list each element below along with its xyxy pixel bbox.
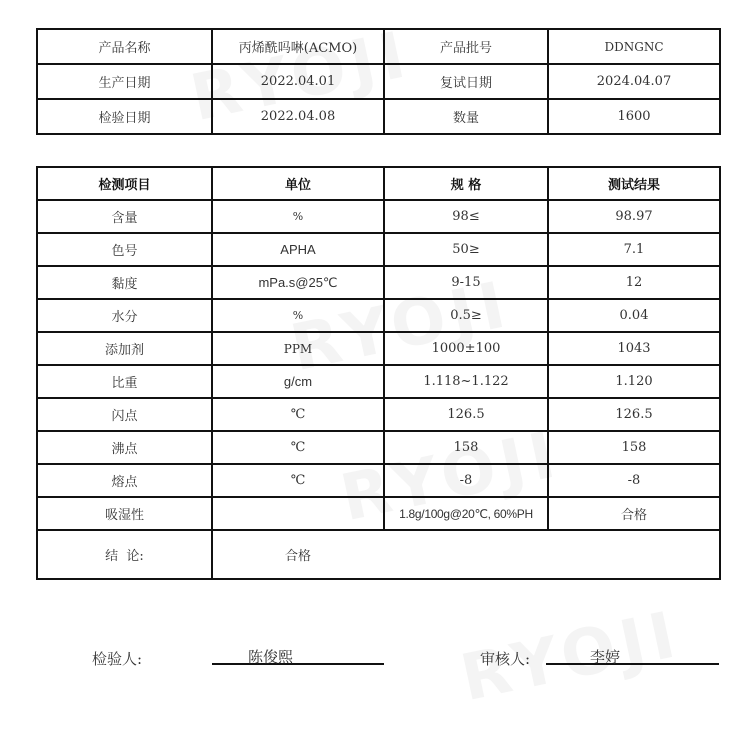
test-result: -8: [548, 464, 720, 497]
table-row: [37, 464, 720, 497]
table-row: [37, 332, 720, 365]
test-spec: 9-15: [384, 266, 548, 299]
reviewer-name: 李婷: [590, 648, 621, 666]
batch-number-value: DDNGNC: [548, 29, 720, 64]
test-spec: -8: [384, 464, 548, 497]
table-row: [37, 497, 720, 530]
test-spec: 98≤: [384, 200, 548, 233]
test-item: 沸点: [37, 431, 212, 464]
quantity-label: 数量: [384, 99, 548, 134]
test-unit: g/cm: [212, 365, 384, 398]
test-item: 闪点: [37, 398, 212, 431]
production-date-value: 2022.04.01: [212, 64, 384, 99]
test-results-table: [36, 166, 721, 580]
test-result: 158: [548, 431, 720, 464]
test-unit: mPa.s@25℃: [212, 266, 384, 299]
test-unit: APHA: [212, 233, 384, 266]
inspection-date-label: 检验日期: [37, 99, 212, 134]
product-name-value: 丙烯酰吗啉(ACMO): [212, 29, 384, 64]
product-info-row: [37, 99, 720, 134]
product-info-table: [36, 28, 721, 135]
table-row: [37, 200, 720, 233]
table-row: [37, 266, 720, 299]
inspector-label: 检验人:: [92, 650, 143, 668]
inspection-date-value: 2022.04.08: [212, 99, 384, 134]
reviewer-label: 审核人:: [480, 650, 531, 668]
test-item: 黏度: [37, 266, 212, 299]
test-unit: ℃: [212, 431, 384, 464]
test-unit: ℃: [212, 464, 384, 497]
product-name-label: 产品名称: [37, 29, 212, 64]
column-header-item: 检测项目: [37, 167, 212, 200]
test-spec: 126.5: [384, 398, 548, 431]
test-spec: 1.8g/100g@20℃, 60%PH: [384, 497, 548, 530]
product-info-row: [37, 64, 720, 99]
test-spec: 158: [384, 431, 548, 464]
test-result: 1.120: [548, 365, 720, 398]
test-result: 98.97: [548, 200, 720, 233]
conclusion-label: 结 论:: [37, 530, 212, 579]
table-row: [37, 398, 720, 431]
inspector-name: 陈俊熙: [248, 648, 294, 666]
test-result: 0.04: [548, 299, 720, 332]
test-unit: %: [212, 200, 384, 233]
reviewer-signature-line: [546, 663, 719, 665]
test-spec: 1.118~1.122: [384, 365, 548, 398]
quantity-value: 1600: [548, 99, 720, 134]
test-item: 吸湿性: [37, 497, 212, 530]
test-item: 熔点: [37, 464, 212, 497]
production-date-label: 生产日期: [37, 64, 212, 99]
test-item: 添加剂: [37, 332, 212, 365]
retest-date-label: 复试日期: [384, 64, 548, 99]
inspector-signature-line: [212, 663, 384, 665]
test-spec: 1000±100: [384, 332, 548, 365]
column-header-result: 测试结果: [548, 167, 720, 200]
test-item: 含量: [37, 200, 212, 233]
test-result: 1043: [548, 332, 720, 365]
product-info-row: [37, 29, 720, 64]
test-unit: PPM: [212, 332, 384, 365]
table-row: [37, 365, 720, 398]
test-item: 比重: [37, 365, 212, 398]
conclusion-row: [37, 530, 720, 579]
test-unit: %: [212, 299, 384, 332]
test-unit: ℃: [212, 398, 384, 431]
table-row: [37, 431, 720, 464]
table-header-row: [37, 167, 720, 200]
test-result: 7.1: [548, 233, 720, 266]
test-result: 合格: [548, 497, 720, 530]
table-row: [37, 299, 720, 332]
test-spec: 0.5≥: [384, 299, 548, 332]
conclusion-value: 合格: [212, 530, 720, 579]
retest-date-value: 2024.04.07: [548, 64, 720, 99]
test-spec: 50≥: [384, 233, 548, 266]
column-header-unit: 单位: [212, 167, 384, 200]
test-item: 水分: [37, 299, 212, 332]
test-unit: [212, 497, 384, 530]
test-result: 126.5: [548, 398, 720, 431]
table-row: [37, 233, 720, 266]
test-result: 12: [548, 266, 720, 299]
test-item: 色号: [37, 233, 212, 266]
batch-number-label: 产品批号: [384, 29, 548, 64]
column-header-spec: 规 格: [384, 167, 548, 200]
